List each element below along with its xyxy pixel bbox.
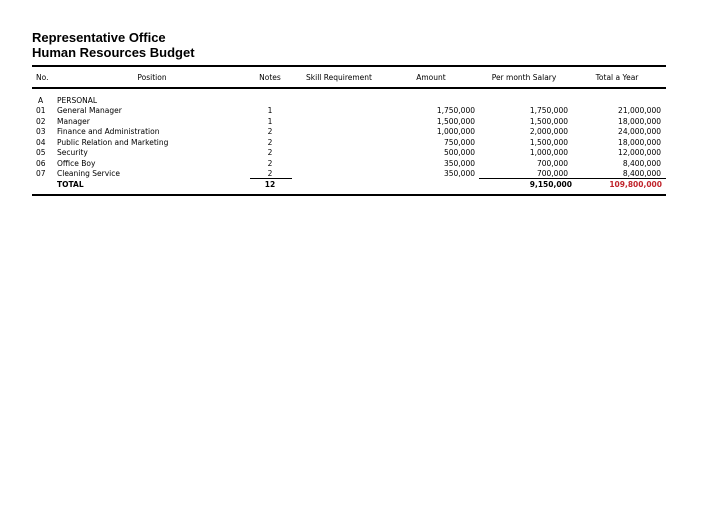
total-notes: 12 [264,180,276,189]
table-row [0,117,728,127]
row-per-month: 2,000,000 [529,127,568,136]
table-row [0,148,728,158]
row-no: 07 [36,169,46,178]
row-amount: 350,000 [443,169,475,178]
row-total-year: 18,000,000 [618,137,661,147]
document-title [32,30,195,60]
row-per-month: 1,500,000 [529,137,568,147]
total-row [0,180,728,190]
row-position: Manager [57,116,90,126]
row-per-month: 1,000,000 [529,148,568,157]
row-amount: 1,000,000 [436,127,475,136]
row-no: 05 [36,148,46,157]
title-line-1: Representative Office [32,30,166,45]
row-no: 06 [36,158,46,168]
row-amount: 500,000 [443,148,475,157]
row-notes: 2 [267,158,273,168]
table-row [0,138,728,148]
col-header-no: No. [36,73,49,82]
table-row [0,106,728,116]
row-per-month: 1,500,000 [529,116,568,126]
row-position: Public Relation and Marketing [57,137,169,147]
row-total-year: 21,000,000 [618,106,661,115]
row-per-month: 700,000 [536,158,568,168]
row-notes: 1 [267,106,273,115]
row-per-month: 700,000 [536,169,568,178]
col-header-per-month: Per month Salary [491,73,557,82]
section-code: A [38,96,44,105]
row-amount: 750,000 [443,137,475,147]
col-header-total-year: Total a Year [595,73,639,82]
row-notes: 2 [267,169,273,178]
row-total-year: 18,000,000 [618,116,661,126]
header-top-rule [32,65,666,67]
row-amount: 1,500,000 [436,116,475,126]
amount-subtotal-rule [479,178,666,179]
table-bottom-rule [32,194,666,196]
table-row [0,159,728,169]
row-position: Cleaning Service [57,169,120,178]
section-label: PERSONAL [57,96,98,105]
row-position: Security [57,148,88,157]
row-amount: 1,750,000 [436,106,475,115]
row-total-year: 8,400,000 [622,169,661,178]
total-year-value: 109,800,000 [609,180,662,189]
row-total-year: 24,000,000 [618,127,661,136]
notes-subtotal-rule [250,178,292,179]
col-header-position: Position [137,73,167,82]
row-no: 01 [36,106,46,115]
header-bottom-rule [32,87,666,89]
row-total-year: 12,000,000 [618,148,661,157]
row-no: 02 [36,116,46,126]
table-row [0,127,728,137]
title-line-2: Human Resources Budget [32,45,195,60]
total-per-month: 9,150,000 [529,180,572,189]
row-position: General Manager [57,106,122,115]
row-position: Office Boy [57,158,96,168]
row-no: 04 [36,137,46,147]
col-header-notes: Notes [259,73,281,82]
row-per-month: 1,750,000 [529,106,568,115]
row-no: 03 [36,127,46,136]
col-header-amount: Amount [416,73,446,82]
row-notes: 2 [267,127,273,136]
row-total-year: 8,400,000 [622,158,661,168]
row-notes: 1 [267,116,273,126]
total-label: TOTAL [57,180,84,189]
col-header-skill: Skill Requirement [306,73,372,82]
row-amount: 350,000 [443,158,475,168]
row-position: Finance and Administration [57,127,160,136]
row-notes: 2 [267,148,273,157]
row-notes: 2 [267,137,273,147]
